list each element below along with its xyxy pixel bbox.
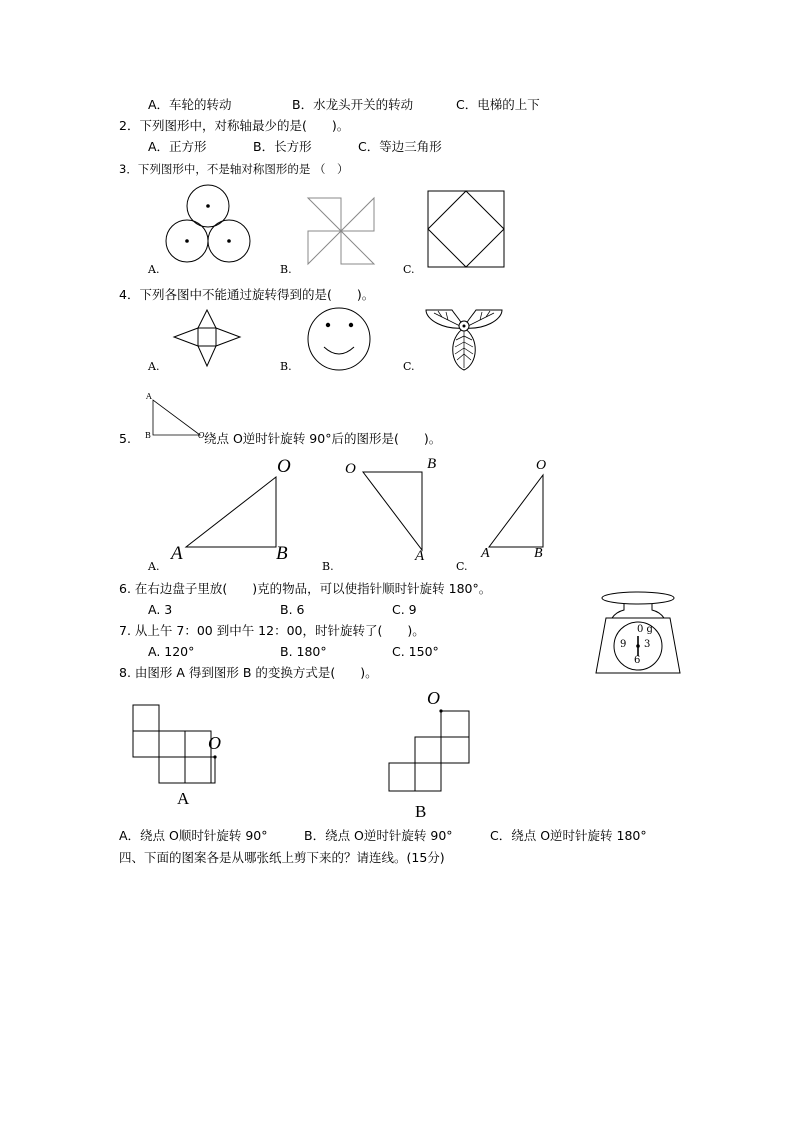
q6-scale-label-bottom: 6 [634,655,641,666]
q6-option-b: B. 6 [280,602,305,617]
q3-figure-c-square-diamond [427,190,505,268]
q4-figure-c-three-leaves [424,308,504,372]
q7-option-b: B. 180° [280,644,327,659]
q3-label-c: C. [403,263,415,276]
q4-label-a: A. [148,360,160,373]
q8-figure-a-label: A [177,789,190,808]
q4-label-c: C. [403,360,415,373]
q4-figure-a-star [172,308,242,368]
q5-figure-c-label-b: B [534,546,543,561]
q5-label-c: C. [456,560,468,573]
q1-option-b: B．水龙头开关的转动 [292,97,414,112]
q4-figure-b-smiley [306,306,372,372]
q5-figure-c-label-o: O [536,458,547,473]
q6-stem: 6. 在右边盘子里放( )克的物品，可以使指针顺时针旋转 180°。 [119,581,492,596]
q1-option-a: A．车轮的转动 [148,97,232,112]
q2-option-c: C．等边三角形 [358,139,442,154]
q5-figure-b-label-b: B [427,456,437,472]
q5-figure-c [488,474,544,548]
q5-label-a: A. [148,560,160,573]
q5-figure-a-label-o: O [277,456,291,477]
section-4-heading: 四、下面的图案各是从哪张纸上剪下来的？请连线。(15分) [119,850,445,865]
q8-figure-a-label-o: O [208,733,221,753]
q1-option-c: C．电梯的上下 [456,97,540,112]
q3-label-a: A. [148,263,160,276]
q3-label-b: B. [280,263,292,276]
q6-option-a: A. 3 [148,602,173,617]
q8-figure-b [388,710,472,794]
q8-option-a: A．绕点 O顺时针旋转 90° [119,828,268,843]
q5-small-label-b: B [145,431,151,440]
q3-figure-b-pinwheel [306,196,376,266]
q6-scale-label-top: 0 g [637,624,653,635]
q5-figure-a-label-b: B [276,543,288,564]
q8-figure-b-label: B [415,802,427,821]
q8-figure-a [132,704,216,788]
q6-scale-figure [594,590,684,680]
q5-figure-b-label-o: O [345,461,356,477]
q6-scale-label-left: 9 [620,639,627,650]
q5-figure-c-label-a: A [481,546,490,561]
q8-figure-b-label-o: O [427,688,440,708]
q2-stem: 2．下列图形中，对称轴最少的是( )。 [119,118,350,133]
q5-number: 5. [119,431,131,446]
q5-figure-b-label-a: A [415,548,425,564]
q4-label-b: B. [280,360,292,373]
q5-small-label-o: O [198,431,205,440]
q2-option-b: B．长方形 [253,139,312,154]
q7-stem: 7. 从上午 7：00 到中午 12：00，时针旋转了( )。 [119,623,425,638]
q6-option-c: C. 9 [392,602,417,617]
q5-figure-a [185,476,277,548]
q5-small-label-a: A [146,392,152,401]
q6-scale-label-right: 3 [644,639,651,650]
q5-label-b: B. [322,560,334,573]
q7-option-c: C. 150° [392,644,439,659]
q8-option-b: B．绕点 O逆时针旋转 90° [304,828,453,843]
q5-figure-a-label-a: A [171,543,183,564]
q5-stem: 绕点 O逆时针旋转 90°后的图形是( )。 [204,431,442,446]
q7-option-a: A. 120° [148,644,195,659]
q4-stem: 4．下列各图中不能通过旋转得到的是( )。 [119,287,375,302]
q3-stem: 3．下列图形中，不是轴对称图形的是 （ ） [119,162,349,176]
q5-figure-b [362,471,424,551]
q8-option-c: C．绕点 O逆时针旋转 180° [490,828,647,843]
q8-stem: 8. 由图形 A 得到图形 B 的变换方式是( )。 [119,665,378,680]
q3-figure-a-three-circles [160,183,255,263]
q2-option-a: A．正方形 [148,139,207,154]
